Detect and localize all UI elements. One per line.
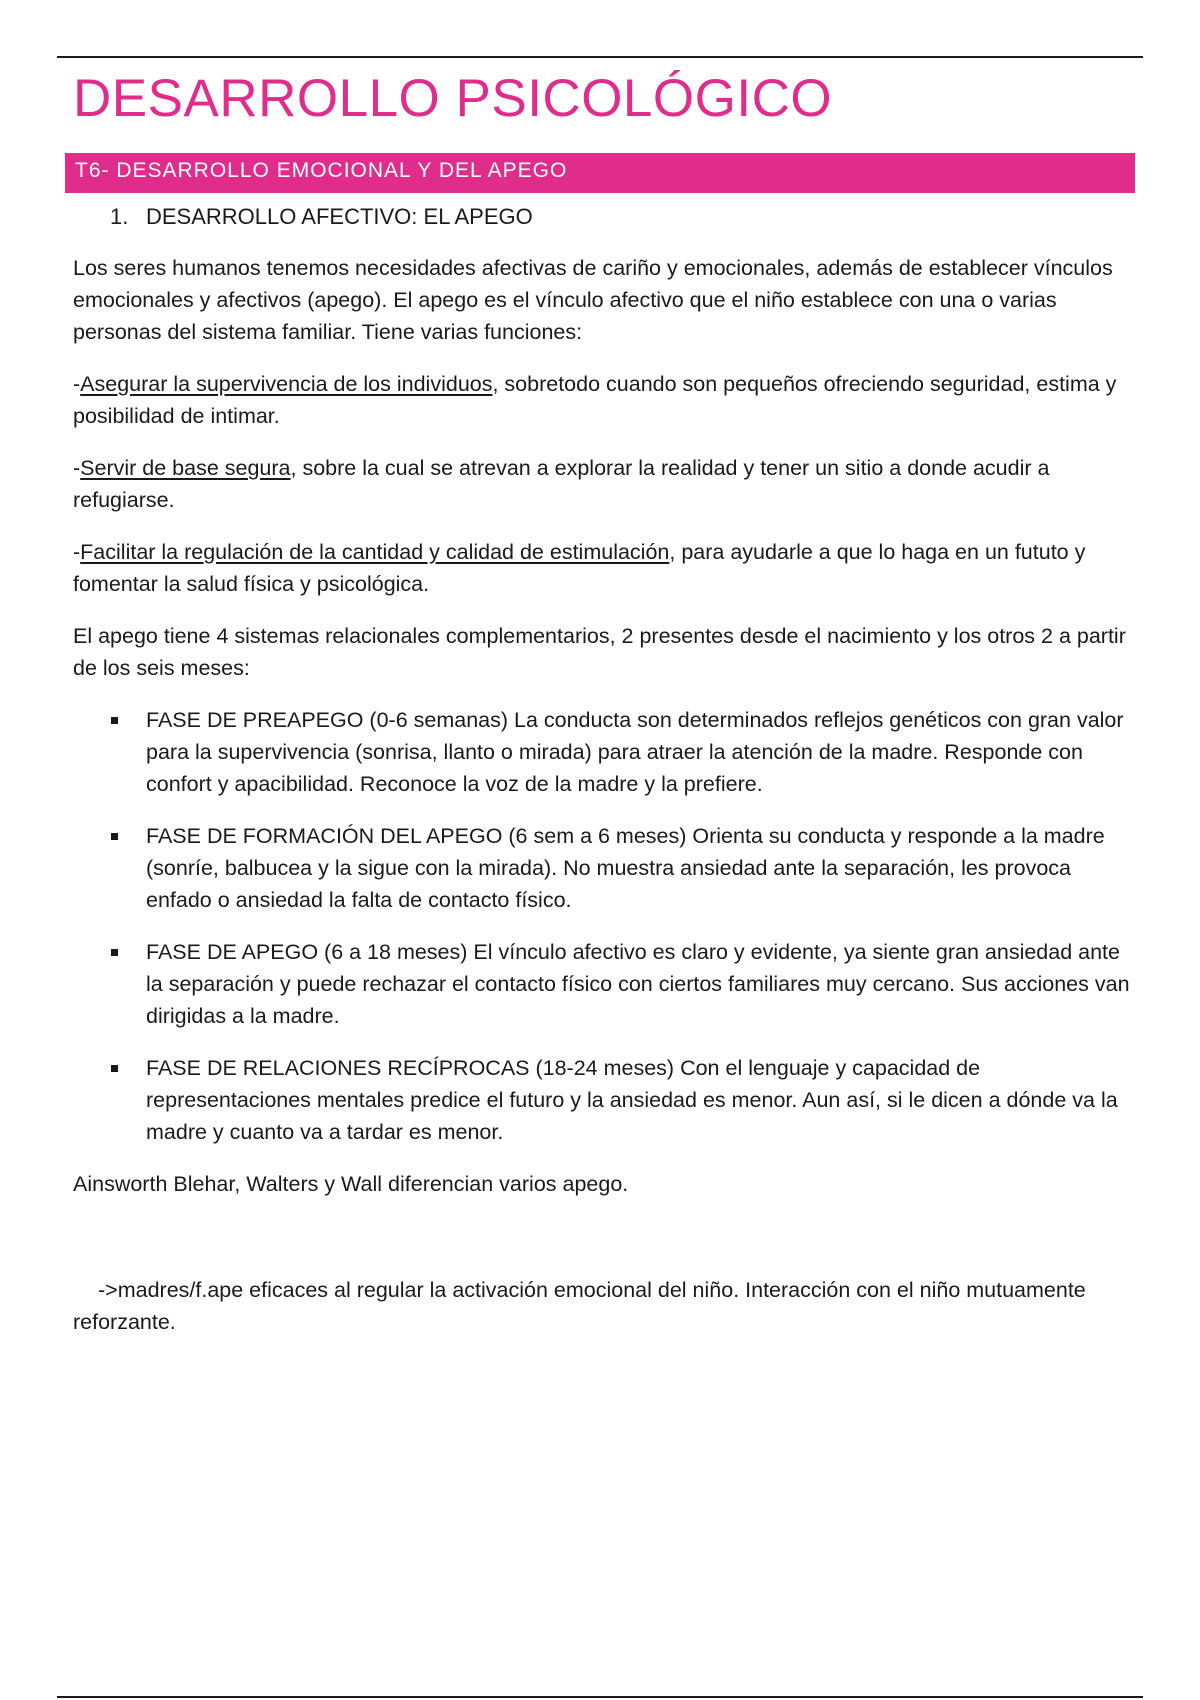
function-rest-text: , sobre la cual se atrevan a explorar la realidad y tener un sitio a donde acudir a refugiarse.: [73, 456, 1050, 512]
ainsworth-paragraph: Ainsworth Blehar, Walters y Wall diferencian varios apego.: [73, 1172, 629, 1196]
function-paragraph: [73, 368, 1133, 432]
phase-list-item: [146, 704, 1133, 800]
systems-intro-paragraph: El apego tiene 4 sistemas relacionales complementarios, 2 presentes desde el nacimiento y los otros 2 a partir de los seis meses:: [73, 624, 1126, 680]
blank-space: [73, 1220, 1133, 1274]
section-header-text: T6- DESARROLLO EMOCIONAL Y DEL APEGO: [75, 159, 568, 182]
function-dash: -: [73, 372, 81, 396]
phase-list-item: [146, 1052, 1133, 1148]
square-bullet-icon: [111, 717, 118, 724]
phase-list-item: [146, 820, 1133, 916]
document-title: DESARROLLO PSICOLÓGICO: [73, 69, 833, 128]
document-body: [73, 200, 1133, 1358]
note-paragraph: ->madres/f.ape eficaces al regular la activación emocional del niño. Interacción con el niño mutuamente reforzante.: [73, 1278, 1086, 1334]
phase-list: [73, 704, 1133, 1148]
section-header-bar: [65, 153, 1135, 193]
function-rest-text: , para ayudarle a que lo haga en un fututo y fomentar la salud física y psicológica.: [73, 540, 1086, 596]
phase-text: FASE DE RELACIONES RECÍPROCAS (18-24 meses) Con el lenguaje y capacidad de representaciones mentales predice el futuro y la ansiedad es menor. Aun así, si le dicen a dónde va la madre y cuanto va a tardar es menor.: [146, 1056, 1118, 1144]
heading-number: 1.: [110, 204, 129, 229]
phase-text: FASE DE APEGO (6 a 18 meses) El vínculo afectivo es claro y evidente, ya siente gran ansiedad ante la separación y puede rechazar el contacto físico con ciertos familiares muy cercano. Sus acciones van dirigidas a la madre.: [146, 940, 1130, 1028]
square-bullet-icon: [111, 833, 118, 840]
function-paragraph: [73, 452, 1133, 516]
function-underlined-text: Servir de base segura: [80, 456, 291, 480]
function-paragraph: [73, 536, 1133, 600]
bottom-rule: [57, 1696, 1143, 1698]
phase-text: FASE DE PREAPEGO (0-6 semanas) La conducta son determinados reflejos genéticos con gran valor para la supervivencia (sonrisa, llanto o mirada) para atraer la atención de la madre. Responde con confort y apacibilidad. Reconoce la voz de la madre y la prefiere.: [146, 708, 1124, 796]
function-dash: -: [73, 456, 81, 480]
square-bullet-icon: [111, 1065, 118, 1072]
phase-text: FASE DE FORMACIÓN DEL APEGO (6 sem a 6 meses) Orienta su conducta y responde a la madre (sonríe, balbucea y la sigue con la mirada). No muestra ansiedad ante la separación, les provoca enfado o ansiedad la falta de contacto físico.: [146, 824, 1105, 912]
function-dash: -: [73, 540, 81, 564]
square-bullet-icon: [111, 949, 118, 956]
function-underlined-text: Facilitar la regulación de la cantidad y calidad de estimulación: [80, 540, 670, 564]
numbered-heading: [110, 200, 1133, 234]
phase-list-item: [146, 936, 1133, 1032]
top-rule: [57, 56, 1143, 58]
heading-text: DESARROLLO AFECTIVO: EL APEGO: [146, 204, 533, 229]
intro-paragraph: Los seres humanos tenemos necesidades afectivas de cariño y emocionales, además de establecer vínculos emocionales y afectivos (apego). El apego es el vínculo afectivo que el niño establece con una o varias personas del sistema familiar. Tiene varias funciones:: [73, 256, 1113, 344]
function-underlined-text: Asegurar la supervivencia de los individuos: [80, 372, 493, 396]
function-rest-text: , sobretodo cuando son pequeños ofreciendo seguridad, estima y posibilidad de intimar.: [73, 372, 1117, 428]
